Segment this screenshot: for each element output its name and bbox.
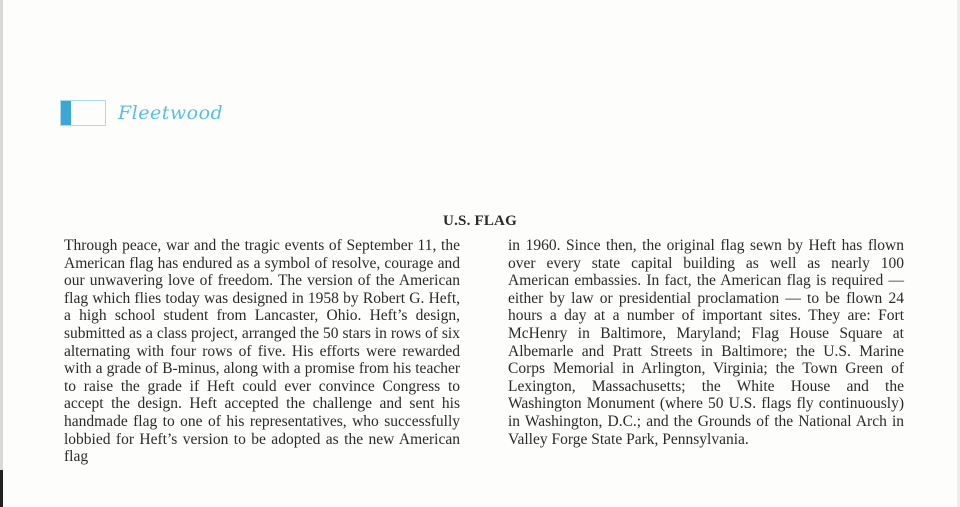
left-edge-mark	[0, 470, 3, 507]
fleetwood-logo	[60, 99, 223, 127]
article-title: U.S. FLAG	[443, 213, 517, 229]
logo-wordmark: Fleetwood	[118, 102, 224, 124]
article-column-left: Through peace, war and the tragic events of September 11, the American flag has endured as a symbol of resolve, courage and our unwavering love of freedom. The version of the American flag which flies today was designed in 1958 by Robert G. Heft, a high school student from Lancaster, Ohio. Heft’s design, submitted as a class project, arranged the 50 stars in rows of six alternating with four rows of five. His efforts were rewarded with a grade of B-minus, along with a promise from his teacher to raise the grade if Heft could ever convince Congress to accept the design. Heft accepted the challenge and sent his handmade flag to one of his representatives, who successfully lobbied for Heft’s version to be adopted as the new American flag	[64, 237, 460, 466]
left-edge-shadow	[0, 0, 3, 507]
logo-box-icon	[60, 100, 106, 126]
article-column-right: in 1960. Since then, the original flag sewn by Heft has flown over every state capital building as well as nearly 100 American embassies. In fact, the American flag is required — either by law or presidential proclamation — to be flown 24 hours a day at a number of important sites. They are: Fort McHenry in Baltimore, Maryland; Flag House Square at Albemarle and Pratt Streets in Baltimore; the U.S. Marine Corps Memorial in Arlington, Virginia; the Town Green of Lexington, Massachusetts; the White House and the Washington Monument (where 50 U.S. flags fly continuously) in Washington, D.C.; and the Grounds of the National Arch in Valley Forge State Park, Pennsylvania.	[508, 237, 904, 448]
logo-fill-bar	[61, 101, 71, 125]
